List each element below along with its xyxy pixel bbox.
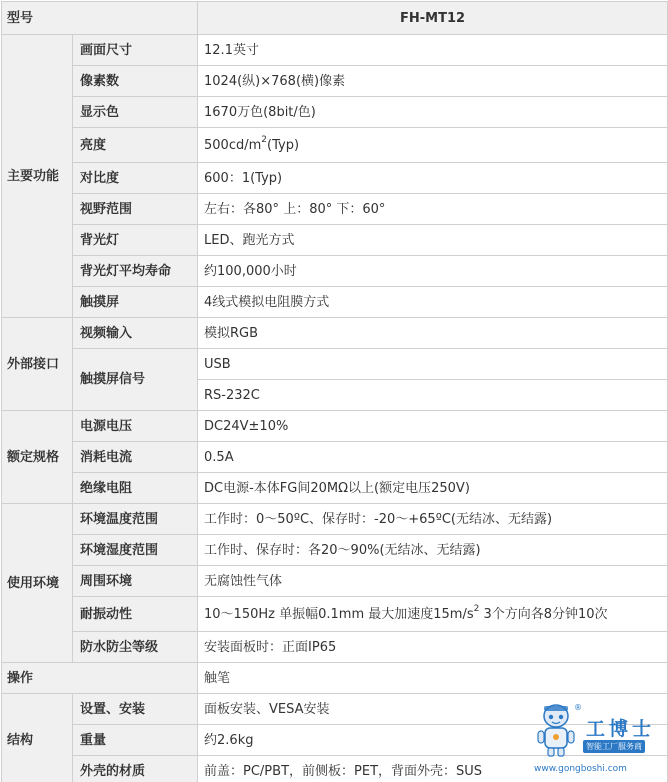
row-value: 1670万色(8bit/色) xyxy=(198,97,668,128)
row-label: 外壳的材质 xyxy=(73,756,198,782)
row-label: 视频输入 xyxy=(73,318,198,349)
group-operation: 操作 xyxy=(2,663,198,694)
row-value: 左右：各80° 上：80° 下：60° xyxy=(198,194,668,225)
table-row xyxy=(2,66,668,97)
row-label: 环境温度范围 xyxy=(73,504,198,535)
group-main-function: 主要功能 xyxy=(2,35,73,318)
row-label: 背光灯 xyxy=(73,225,198,256)
brightness-typ: (Typ) xyxy=(267,137,300,153)
group-environment: 使用环境 xyxy=(2,504,73,663)
row-label: 画面尺寸 xyxy=(73,35,198,66)
row-value: 工作时：0～50ºC、保存时：-20～+65ºC(无结冰、无结露) xyxy=(198,504,668,535)
row-value: DC24V±10% xyxy=(198,411,668,442)
row-value: 600：1(Typ) xyxy=(198,163,668,194)
row-label: 触摸屏信号 xyxy=(73,349,198,411)
row-label: 消耗电流 xyxy=(73,442,198,473)
row-value: 约2.6kg xyxy=(198,725,668,756)
table-row xyxy=(2,349,668,380)
table-row xyxy=(2,128,668,163)
watermark-logo xyxy=(532,700,664,780)
row-value: 1024(纵)×768(横)像素 xyxy=(198,66,668,97)
table-row xyxy=(2,442,668,473)
row-value: 前盖：PC/PBT，前侧板：PET，背面外壳：SUS xyxy=(198,756,668,782)
row-value xyxy=(198,597,668,632)
row-value: RS-232C xyxy=(198,380,668,411)
row-value: 无腐蚀性气体 xyxy=(198,566,668,597)
table-row xyxy=(2,225,668,256)
table-row xyxy=(2,194,668,225)
vibration-value: 10～150Hz 单振幅0.1mm 最大加速度15m/s xyxy=(204,606,474,622)
header-model: FH-MT12 xyxy=(198,2,668,35)
group-external-interface: 外部接口 xyxy=(2,318,73,411)
table-row xyxy=(2,97,668,128)
brightness-value: 500cd/m xyxy=(204,137,262,153)
table-header-row xyxy=(2,2,668,35)
brightness-sup: 2 xyxy=(261,135,268,146)
vibration-sup: 2 xyxy=(473,604,480,615)
row-value: 面板安装、VESA安装 xyxy=(198,694,668,725)
row-label: 背光灯平均寿命 xyxy=(73,256,198,287)
watermark-url: www.gongboshi.com xyxy=(534,764,627,774)
watermark-tagline: 智能工厂服务商 xyxy=(583,740,645,753)
row-label: 绝缘电阻 xyxy=(73,473,198,504)
table-row xyxy=(2,287,668,318)
row-value: 模拟RGB xyxy=(198,318,668,349)
table-row xyxy=(2,163,668,194)
row-label: 耐振动性 xyxy=(73,597,198,632)
table-row xyxy=(2,318,668,349)
spec-table xyxy=(1,1,668,782)
robot-mascot-icon xyxy=(534,702,578,760)
row-value: LED、跑光方式 xyxy=(198,225,668,256)
table-row xyxy=(2,35,668,66)
group-structure: 结构 xyxy=(2,694,73,782)
row-label: 设置、安装 xyxy=(73,694,198,725)
table-row xyxy=(2,597,668,632)
watermark-brand: 工博士 xyxy=(586,718,656,740)
row-value xyxy=(198,128,668,163)
row-label: 像素数 xyxy=(73,66,198,97)
vibration-tail: 3个方向各8分钟10次 xyxy=(479,606,608,622)
row-label: 电源电压 xyxy=(73,411,198,442)
table-row xyxy=(2,632,668,663)
row-label: 显示色 xyxy=(73,97,198,128)
row-value: 4线式模拟电阻膜方式 xyxy=(198,287,668,318)
table-row xyxy=(2,504,668,535)
row-label: 重量 xyxy=(73,725,198,756)
row-label: 环境湿度范围 xyxy=(73,535,198,566)
row-value: 0.5A xyxy=(198,442,668,473)
row-label: 周围环境 xyxy=(73,566,198,597)
table-row xyxy=(2,473,668,504)
row-label: 亮度 xyxy=(73,128,198,163)
row-value: 约100,000小时 xyxy=(198,256,668,287)
table-row xyxy=(2,566,668,597)
header-label: 型号 xyxy=(2,2,198,35)
table-row xyxy=(2,535,668,566)
row-value: 安装面板时：正面IP65 xyxy=(198,632,668,663)
table-row xyxy=(2,411,668,442)
registered-mark: ® xyxy=(574,703,582,712)
row-label: 触摸屏 xyxy=(73,287,198,318)
row-label: 对比度 xyxy=(73,163,198,194)
table-row xyxy=(2,663,668,694)
row-label: 防水防尘等级 xyxy=(73,632,198,663)
row-value: 工作时、保存时：各20～90%(无结冰、无结露) xyxy=(198,535,668,566)
row-value: 触笔 xyxy=(198,663,668,694)
group-rated-spec: 额定规格 xyxy=(2,411,73,504)
row-value: DC电源-本体FG间20MΩ以上(额定电压250V) xyxy=(198,473,668,504)
table-row xyxy=(2,256,668,287)
row-value: USB xyxy=(198,349,668,380)
row-label: 视野范围 xyxy=(73,194,198,225)
row-value: 12.1英寸 xyxy=(198,35,668,66)
